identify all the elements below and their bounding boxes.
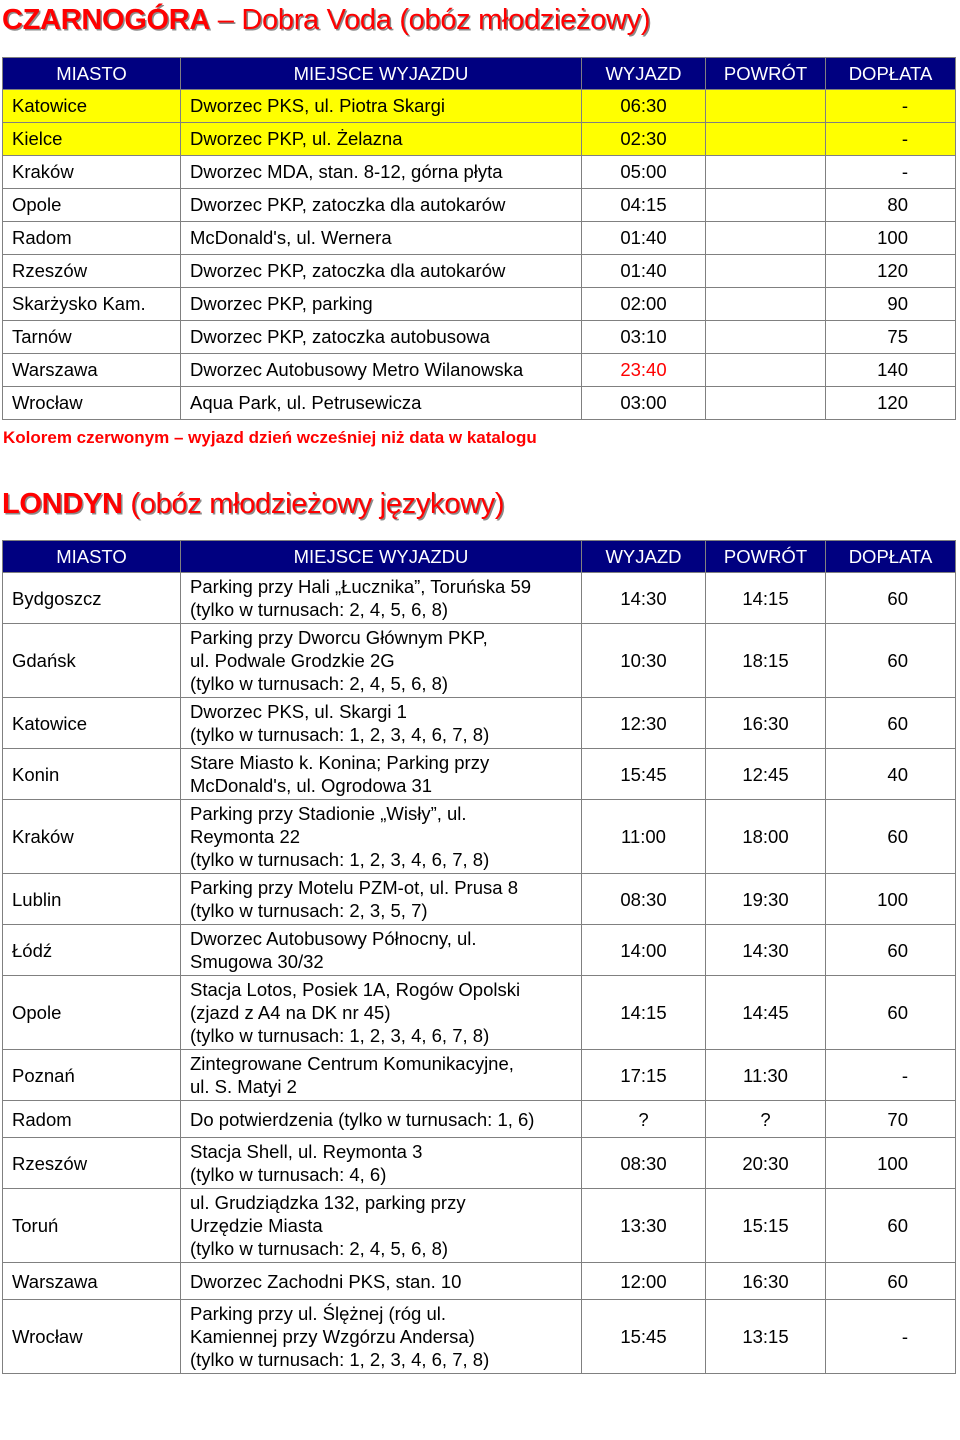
cell-departure: 15:45 — [582, 749, 706, 800]
cell-surcharge: 120 — [826, 387, 956, 420]
col-header-place: MIEJSCE WYJAZDU — [181, 541, 582, 573]
cell-surcharge: 60 — [826, 624, 956, 698]
cell-place: Dworzec PKP, zatoczka dla autokarów — [181, 255, 582, 288]
cell-return: 15:15 — [706, 1189, 826, 1263]
cell-departure: 06:30 — [582, 90, 706, 123]
table-row — [3, 1138, 956, 1189]
cell-place: Dworzec PKS, ul. Piotra Skargi — [181, 90, 582, 123]
cell-return — [706, 354, 826, 387]
cell-departure: 02:30 — [582, 123, 706, 156]
cell-surcharge: - — [826, 1300, 956, 1374]
cell-city: Gdańsk — [3, 624, 181, 698]
cell-return — [706, 321, 826, 354]
cell-surcharge: 70 — [826, 1101, 956, 1138]
cell-surcharge: 140 — [826, 354, 956, 387]
table-row — [3, 573, 956, 624]
cell-place: Dworzec PKP, parking — [181, 288, 582, 321]
table-body — [3, 573, 956, 1374]
place-line: (tylko w turnusach: 1, 2, 3, 4, 6, 7, 8) — [190, 1349, 490, 1370]
cell-place — [181, 1300, 582, 1374]
cell-departure: 03:00 — [582, 387, 706, 420]
place-line: (tylko w turnusach: 1, 2, 3, 4, 6, 7, 8) — [190, 1025, 490, 1046]
cell-return: 19:30 — [706, 874, 826, 925]
cell-return — [706, 156, 826, 189]
cell-surcharge: - — [826, 1050, 956, 1101]
cell-surcharge: - — [826, 90, 956, 123]
col-header-return: POWRÓT — [706, 541, 826, 573]
cell-city: Kraków — [3, 156, 181, 189]
cell-surcharge: 80 — [826, 189, 956, 222]
cell-return: 11:30 — [706, 1050, 826, 1101]
cell-surcharge: - — [826, 156, 956, 189]
cell-return: 16:30 — [706, 698, 826, 749]
cell-surcharge: 40 — [826, 749, 956, 800]
cell-surcharge: 100 — [826, 222, 956, 255]
cell-city: Kraków — [3, 800, 181, 874]
cell-place: Dworzec PKP, ul. Żelazna — [181, 123, 582, 156]
cell-surcharge: 60 — [826, 976, 956, 1050]
cell-place — [181, 1138, 582, 1189]
cell-surcharge: - — [826, 123, 956, 156]
cell-departure: 01:40 — [582, 222, 706, 255]
cell-city: Toruń — [3, 1189, 181, 1263]
cell-return: ? — [706, 1101, 826, 1138]
cell-city: Kielce — [3, 123, 181, 156]
cell-surcharge: 60 — [826, 698, 956, 749]
section2-title-rest: (obóz młodzieżowy językowy) — [122, 488, 505, 520]
cell-departure: 14:30 — [582, 573, 706, 624]
place-line: Reymonta 22 — [190, 826, 301, 847]
cell-surcharge: 60 — [826, 925, 956, 976]
cell-place — [181, 1050, 582, 1101]
place-line: Stacja Lotos, Posiek 1A, Rogów Opolski — [190, 979, 521, 1000]
schedule-table-london — [2, 540, 956, 1374]
table-row — [3, 1189, 956, 1263]
table-row — [3, 1050, 956, 1101]
table-row — [3, 698, 956, 749]
cell-departure: 10:30 — [582, 624, 706, 698]
cell-surcharge: 60 — [826, 800, 956, 874]
cell-place — [181, 925, 582, 976]
place-line: (zjazd z A4 na DK nr 45) — [190, 1002, 391, 1023]
table-row — [3, 255, 956, 288]
table-row — [3, 222, 956, 255]
cell-surcharge: 100 — [826, 1138, 956, 1189]
cell-return — [706, 255, 826, 288]
place-line: (tylko w turnusach: 1, 2, 3, 4, 6, 7, 8) — [190, 724, 490, 745]
place-line: Urzędzie Miasta — [190, 1215, 323, 1236]
cell-surcharge: 75 — [826, 321, 956, 354]
cell-surcharge: 120 — [826, 255, 956, 288]
cell-departure: 11:00 — [582, 800, 706, 874]
cell-return — [706, 288, 826, 321]
cell-return: 20:30 — [706, 1138, 826, 1189]
table-row — [3, 1300, 956, 1374]
cell-departure: 14:00 — [582, 925, 706, 976]
table-row — [3, 189, 956, 222]
cell-city: Łódź — [3, 925, 181, 976]
cell-departure: 08:30 — [582, 1138, 706, 1189]
cell-city: Rzeszów — [3, 255, 181, 288]
cell-return: 18:00 — [706, 800, 826, 874]
cell-city: Rzeszów — [3, 1138, 181, 1189]
cell-place: Dworzec PKP, zatoczka autobusowa — [181, 321, 582, 354]
place-line: Parking przy Stadionie „Wisły”, ul. — [190, 803, 467, 824]
cell-surcharge: 60 — [826, 573, 956, 624]
table-row — [3, 1263, 956, 1300]
cell-place — [181, 1101, 582, 1138]
place-line: Smugowa 30/32 — [190, 951, 324, 972]
cell-city: Skarżysko Kam. — [3, 288, 181, 321]
red-color-note: Kolorem czerwonym – wyjazd dzień wcześniej niż data w katalogu — [3, 428, 537, 447]
table-row — [3, 749, 956, 800]
cell-departure: 23:40 — [582, 354, 706, 387]
cell-city: Lublin — [3, 874, 181, 925]
cell-departure: 15:45 — [582, 1300, 706, 1374]
cell-return: 14:30 — [706, 925, 826, 976]
table-row — [3, 976, 956, 1050]
place-line: ul. S. Matyi 2 — [190, 1076, 297, 1097]
cell-return — [706, 387, 826, 420]
col-header-city: MIASTO — [3, 58, 181, 90]
cell-place — [181, 749, 582, 800]
cell-city: Poznań — [3, 1050, 181, 1101]
cell-place: Dworzec MDA, stan. 8-12, górna płyta — [181, 156, 582, 189]
place-line: Do potwierdzenia (tylko w turnusach: 1, 6) — [190, 1108, 535, 1130]
cell-return: 14:45 — [706, 976, 826, 1050]
col-header-departure: WYJAZD — [582, 541, 706, 573]
cell-city: Katowice — [3, 90, 181, 123]
cell-place — [181, 573, 582, 624]
cell-city: Radom — [3, 222, 181, 255]
table-row — [3, 123, 956, 156]
cell-place — [181, 1189, 582, 1263]
cell-city: Wrocław — [3, 387, 181, 420]
place-line: ul. Grudziądzka 132, parking przy — [190, 1192, 466, 1213]
section2-title — [2, 488, 504, 521]
table-row — [3, 800, 956, 874]
cell-return: 14:15 — [706, 573, 826, 624]
cell-place — [181, 698, 582, 749]
cell-city: Warszawa — [3, 354, 181, 387]
place-line: Zintegrowane Centrum Komunikacyjne, — [190, 1053, 514, 1074]
place-line: Parking przy Hali „Łucznika”, Toruńska 59 — [190, 576, 532, 597]
place-line: Kamiennej przy Wzgórzu Andersa) — [190, 1326, 475, 1347]
section1-title-city: CZARNOGÓRA — [2, 4, 211, 36]
table-header-row — [3, 58, 956, 90]
cell-place: Aqua Park, ul. Petrusewicza — [181, 387, 582, 420]
cell-return: 16:30 — [706, 1263, 826, 1300]
cell-city: Opole — [3, 976, 181, 1050]
cell-surcharge: 60 — [826, 1263, 956, 1300]
cell-place: Dworzec PKP, zatoczka dla autokarów — [181, 189, 582, 222]
place-line: McDonald's, ul. Ogrodowa 31 — [190, 775, 433, 796]
cell-return: 18:15 — [706, 624, 826, 698]
table-body — [3, 90, 956, 420]
cell-city: Opole — [3, 189, 181, 222]
cell-departure: 01:40 — [582, 255, 706, 288]
cell-return: 12:45 — [706, 749, 826, 800]
table-row — [3, 288, 956, 321]
cell-departure: 02:00 — [582, 288, 706, 321]
col-header-place: MIEJSCE WYJAZDU — [181, 58, 582, 90]
section1-title-rest: – Dobra Voda (obóz młodzieżowy) — [210, 4, 651, 36]
place-line: (tylko w turnusach: 4, 6) — [190, 1164, 387, 1185]
cell-return — [706, 123, 826, 156]
cell-place — [181, 976, 582, 1050]
cell-city: Warszawa — [3, 1263, 181, 1300]
cell-return — [706, 222, 826, 255]
cell-departure: ? — [582, 1101, 706, 1138]
place-line: Stare Miasto k. Konina; Parking przy — [190, 752, 490, 773]
cell-return: 13:15 — [706, 1300, 826, 1374]
cell-city: Radom — [3, 1101, 181, 1138]
place-line: (tylko w turnusach: 2, 3, 5, 7) — [190, 900, 428, 921]
table-header-row — [3, 541, 956, 573]
cell-departure: 12:00 — [582, 1263, 706, 1300]
cell-departure: 04:15 — [582, 189, 706, 222]
table-row — [3, 156, 956, 189]
cell-city: Konin — [3, 749, 181, 800]
place-line: (tylko w turnusach: 1, 2, 3, 4, 6, 7, 8) — [190, 849, 490, 870]
table-row — [3, 1101, 956, 1138]
cell-place — [181, 624, 582, 698]
cell-surcharge: 100 — [826, 874, 956, 925]
place-line: Dworzec Autobusowy Północny, ul. — [190, 928, 477, 949]
cell-surcharge: 60 — [826, 1189, 956, 1263]
cell-city: Bydgoszcz — [3, 573, 181, 624]
place-line: Dworzec Zachodni PKS, stan. 10 — [190, 1270, 462, 1292]
place-line: (tylko w turnusach: 2, 4, 5, 6, 8) — [190, 599, 449, 620]
cell-departure: 13:30 — [582, 1189, 706, 1263]
cell-departure: 17:15 — [582, 1050, 706, 1101]
cell-departure: 03:10 — [582, 321, 706, 354]
cell-city: Katowice — [3, 698, 181, 749]
cell-place: Dworzec Autobusowy Metro Wilanowska — [181, 354, 582, 387]
col-header-city: MIASTO — [3, 541, 181, 573]
schedule-table-montenegro — [2, 57, 956, 420]
cell-place: McDonald's, ul. Wernera — [181, 222, 582, 255]
place-line: Parking przy ul. Ślężnej (róg ul. — [190, 1303, 447, 1324]
section1-title — [2, 4, 650, 37]
cell-return — [706, 189, 826, 222]
cell-place — [181, 800, 582, 874]
cell-city: Wrocław — [3, 1300, 181, 1374]
col-header-surcharge: DOPŁATA — [826, 541, 956, 573]
table-row — [3, 874, 956, 925]
cell-departure: 12:30 — [582, 698, 706, 749]
col-header-surcharge: DOPŁATA — [826, 58, 956, 90]
cell-return — [706, 90, 826, 123]
place-line: Parking przy Motelu PZM-ot, ul. Prusa 8 — [190, 877, 518, 898]
table-row — [3, 90, 956, 123]
place-line: (tylko w turnusach: 2, 4, 5, 6, 8) — [190, 1238, 449, 1259]
cell-surcharge: 90 — [826, 288, 956, 321]
col-header-return: POWRÓT — [706, 58, 826, 90]
place-line: Stacja Shell, ul. Reymonta 3 — [190, 1141, 423, 1162]
cell-place — [181, 874, 582, 925]
table-row — [3, 925, 956, 976]
place-line: (tylko w turnusach: 2, 4, 5, 6, 8) — [190, 673, 449, 694]
col-header-departure: WYJAZD — [582, 58, 706, 90]
table-row — [3, 354, 956, 387]
place-line: Dworzec PKS, ul. Skargi 1 — [190, 701, 407, 722]
section2-title-city: LONDYN — [2, 488, 123, 520]
place-line: Parking przy Dworcu Głównym PKP, — [190, 627, 488, 648]
cell-departure: 14:15 — [582, 976, 706, 1050]
place-line: ul. Podwale Grodzkie 2G — [190, 650, 395, 671]
cell-place — [181, 1263, 582, 1300]
table-row — [3, 387, 956, 420]
cell-departure: 05:00 — [582, 156, 706, 189]
cell-departure: 08:30 — [582, 874, 706, 925]
cell-city: Tarnów — [3, 321, 181, 354]
table-row — [3, 321, 956, 354]
table-row — [3, 624, 956, 698]
